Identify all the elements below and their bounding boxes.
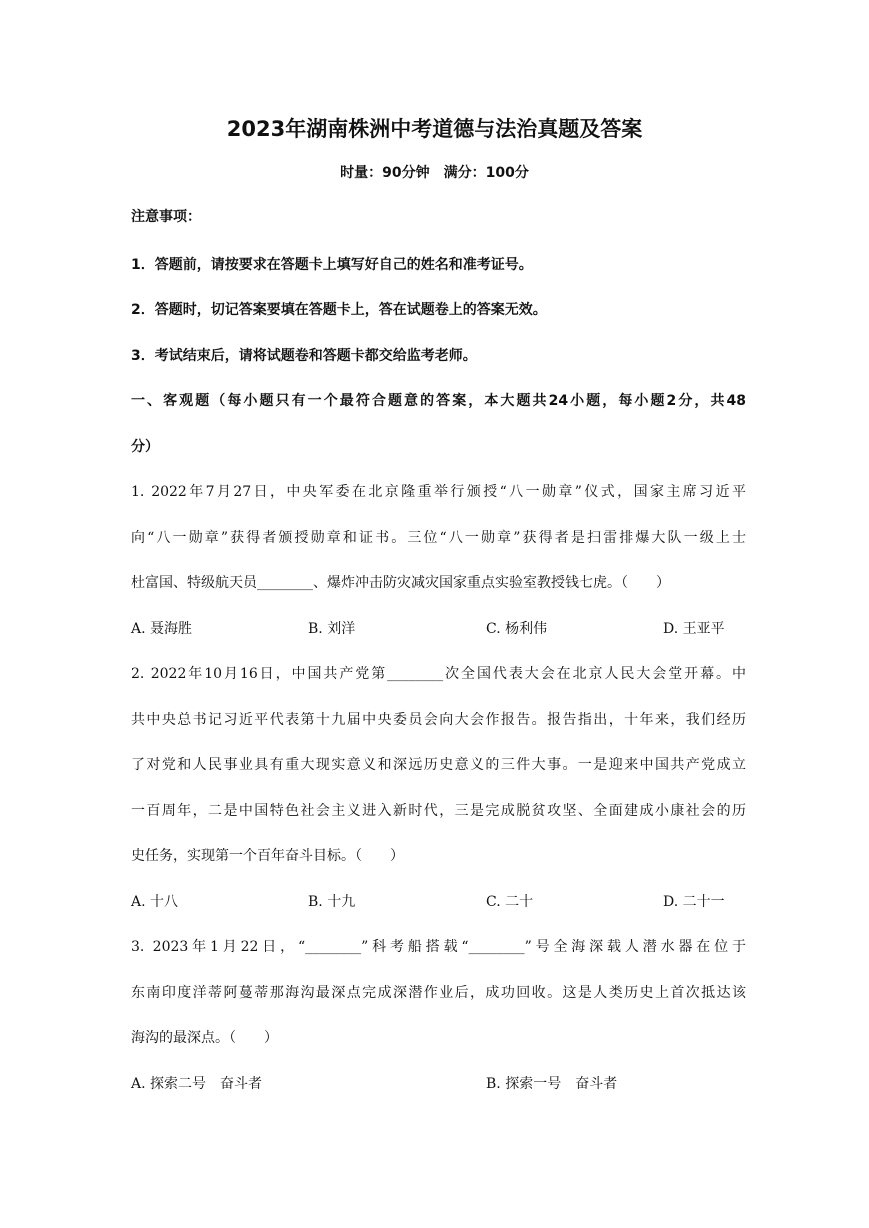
section-heading-cont: 分） <box>131 439 159 455</box>
question-1-option-a: A. 聂海胜 <box>131 621 193 637</box>
question-1-text: 向“八一勋章”获得者颁授勋章和证书。三位“八一勋章”获得者是扫雷排爆大队一级上士 <box>131 530 746 546</box>
question-1-option-d: D. 王亚平 <box>663 621 725 637</box>
exam-time-score: 时量：90分钟 满分：100分 <box>340 165 529 181</box>
section-heading: 一、客观题（每小题只有一个最符合题意的答案，本大题共24小题，每小题2分，共48 <box>131 393 746 409</box>
notice-item: 1．答题前，请按要求在答题卡上填写好自己的姓名和准考证号。 <box>131 257 533 273</box>
question-3-option-b: B. 探索一号 奋斗者 <box>486 1076 618 1092</box>
exam-title: 2023年湖南株洲中考道德与法治真题及答案 <box>226 117 643 141</box>
question-3-text: 海沟的最深点。（ ） <box>131 1030 278 1046</box>
notice-item: 3．考试结束后，请将试题卷和答题卡都交给监考老师。 <box>131 348 477 364</box>
question-1-text: 1. 2022年7月27日，中央军委在北京隆重举行颁授“八一勋章”仪式，国家主席习近平 <box>131 484 746 500</box>
notice-item: 2．答题时，切记答案要填在答题卡上，答在试题卷上的答案无效。 <box>131 302 547 318</box>
question-2-option-b: B. 十九 <box>308 894 356 910</box>
question-3-option-a: A. 探索二号 奋斗者 <box>131 1076 263 1092</box>
notice-heading: 注意事项： <box>131 209 201 225</box>
question-1-option-c: C. 杨利伟 <box>486 621 548 637</box>
question-2-option-a: A. 十八 <box>131 894 179 910</box>
question-2-text: 史任务，实现第一个百年奋斗目标。（ ） <box>131 848 404 864</box>
question-2-option-d: D. 二十一 <box>663 894 725 910</box>
question-1-option-b: B. 刘洋 <box>308 621 356 637</box>
question-2-option-c: C. 二十 <box>486 894 534 910</box>
question-2-text: 一百周年，二是中国特色社会主义进入新时代，三是完成脱贫攻坚、全面建成小康社会的历 <box>131 803 746 819</box>
question-1-text: 杜富国、特级航天员________、爆炸冲击防灾减灾国家重点实验室教授钱七虎。（ ） <box>131 575 670 591</box>
question-3-text: 3. 2023年1月22日，“________”科考船搭载“________”号全海深载人潜水器在位于 <box>131 939 746 955</box>
question-2-text: 共中央总书记习近平代表第十九届中央委员会向大会作报告。报告指出，十年来，我们经历 <box>131 712 746 728</box>
question-2-text: 2. 2022年10月16日，中国共产党第________次全国代表大会在北京人民大会堂开幕。中 <box>131 666 746 682</box>
question-2-text: 了对党和人民事业具有重大现实意义和深远历史意义的三件大事。一是迎来中国共产党成立 <box>131 757 746 773</box>
question-3-text: 东南印度洋蒂阿蔓蒂那海沟最深点完成深潜作业后，成功回收。这是人类历史上首次抵达该 <box>131 985 746 1001</box>
